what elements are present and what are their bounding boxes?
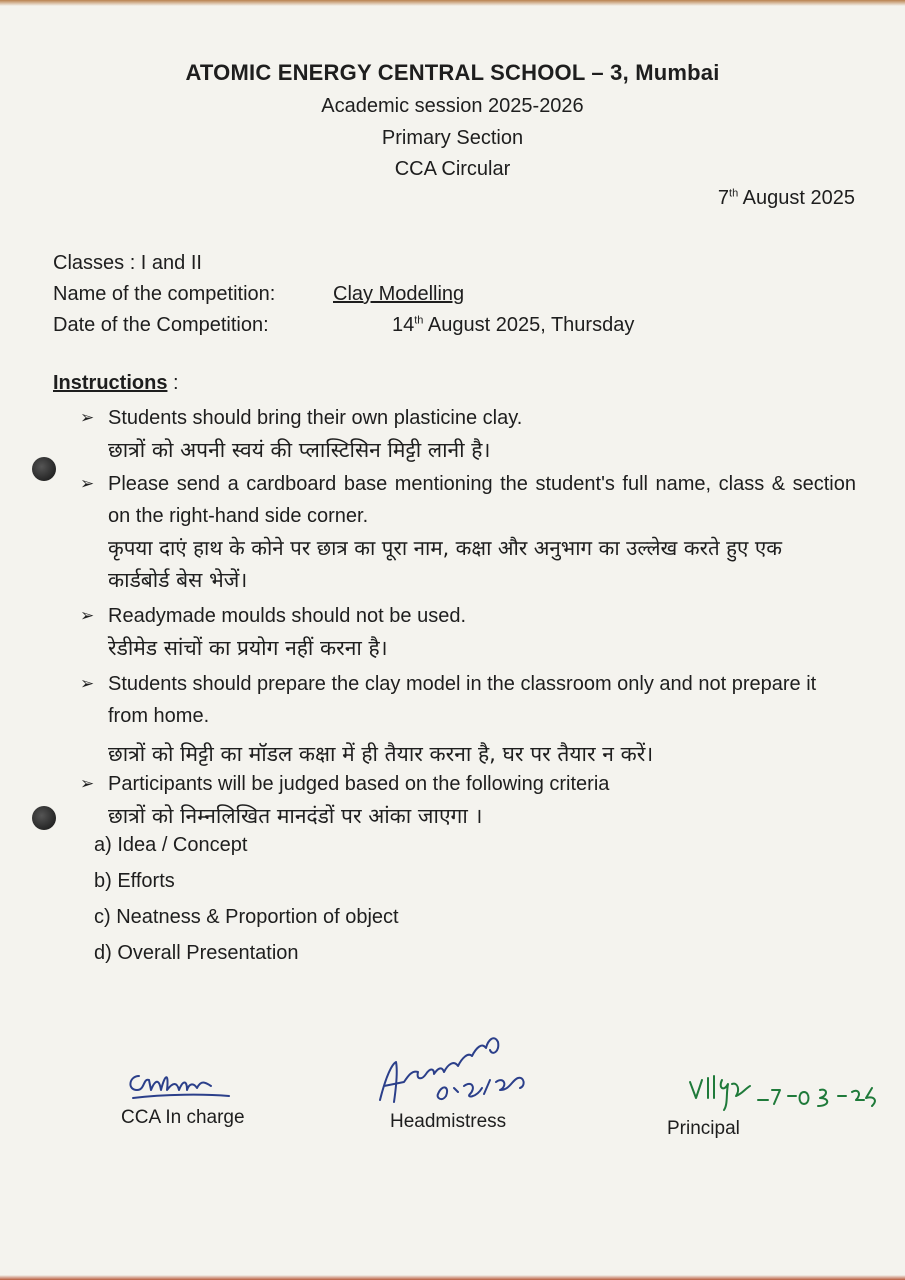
arrow-bullet-icon: ➢ [80, 474, 95, 493]
circular-title: CCA Circular [394, 158, 511, 180]
competition-date-label: Date of the Competition: [53, 314, 269, 336]
arrow-bullet-icon: ➢ [80, 674, 95, 693]
instruction-item-1: Students should bring their own plasticine clay. छात्रों को अपनी स्वयं की प्लास्टिसिन मिट्टी लानी है। [108, 407, 523, 462]
cca-incharge-label: CCA In charge [121, 1107, 245, 1128]
competition-name-label: Name of the competition: [53, 283, 276, 305]
classes-line: Classes : I and II [53, 252, 202, 274]
headmistress-label: Headmistress [390, 1111, 507, 1132]
instructions-colon: : [173, 372, 179, 394]
cca-signature-icon [125, 1068, 235, 1108]
instruction-item-4: Students should prepare the clay model in the classroom only and not prepare it from home. छात्रों को मिट्टी का मॉडल कक्षा में ही तैयार करना है, घर पर तैयार न करें। [108, 673, 817, 766]
headmistress-signature-icon [372, 1022, 552, 1112]
page-top-edge [0, 0, 905, 6]
criteria-item: d) Overall Presentation [94, 942, 299, 964]
competition-date-value: 14th August 2025, Thursday [392, 314, 635, 336]
section-title: Primary Section [381, 127, 524, 149]
criteria-item: a) Idea / Concept [94, 834, 248, 856]
arrow-bullet-icon: ➢ [80, 408, 95, 427]
punch-hole-icon [32, 806, 56, 830]
principal-signature-icon [688, 1070, 888, 1120]
instruction-item-3: Readymade moulds should not be used. रेडीमेड सांचों का प्रयोग नहीं करना है। [108, 605, 467, 660]
school-name: ATOMIC ENERGY CENTRAL SCHOOL – 3, Mumbai [185, 60, 720, 85]
circular-date: 7th August 2025 [717, 187, 855, 209]
arrow-bullet-icon: ➢ [80, 774, 95, 793]
punch-hole-icon [32, 457, 56, 481]
criteria-item: b) Efforts [94, 870, 175, 892]
instruction-item-5: Participants will be judged based on the following criteria छात्रों को निम्नलिखित मानदंडों पर आंका जाएगा । [108, 773, 610, 828]
competition-name-value: Clay Modelling [333, 283, 465, 305]
instructions-heading: Instructions [53, 372, 168, 394]
page-bottom-edge [0, 1275, 905, 1280]
principal-label: Principal [667, 1118, 740, 1139]
instruction-item-2: Please send a cardboard base mentioning the student's full name, class & section on the right-hand side corner. कृपया दाएं हाथ के कोने पर छात्र का पूरा नाम, कक्षा और अनुभाग का उल्लेख करते हुए एक कार्डबोर्ड बेस भेजें। [108, 473, 856, 592]
academic-session: Academic session 2025-2026 [321, 95, 584, 117]
arrow-bullet-icon: ➢ [80, 606, 95, 625]
criteria-item: c) Neatness & Proportion of object [94, 906, 399, 928]
